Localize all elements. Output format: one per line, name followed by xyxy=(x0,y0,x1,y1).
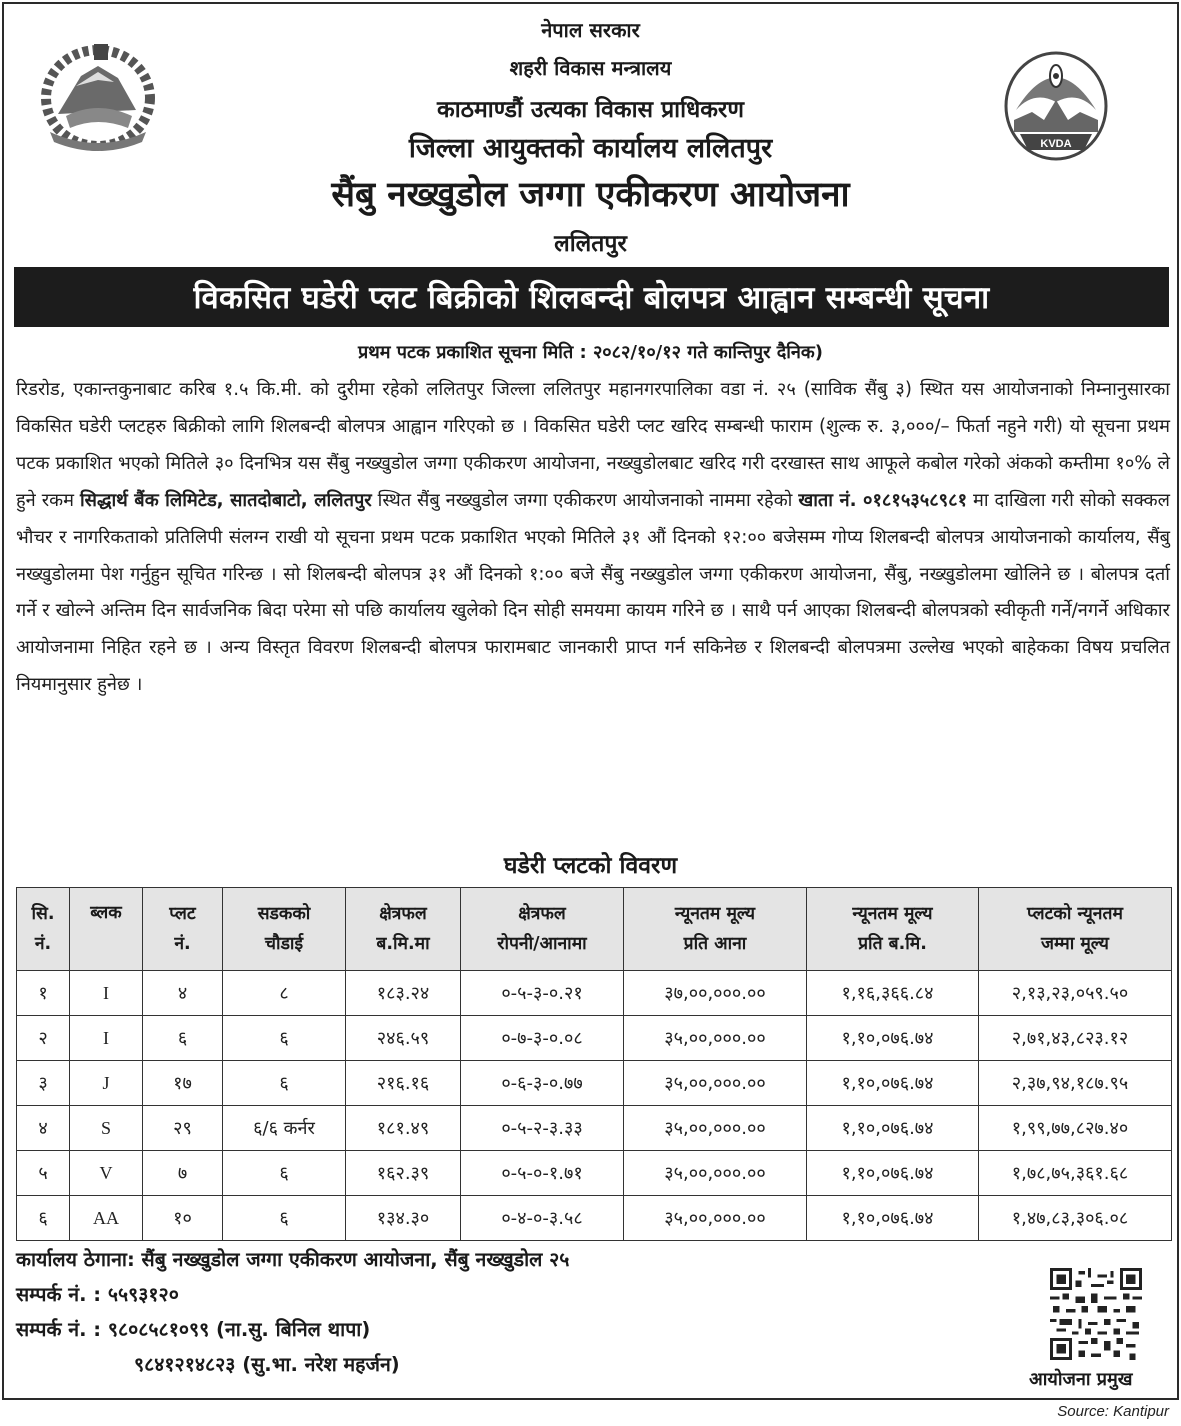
cell-price-sqm: १,१०,०७६.७४ xyxy=(807,1061,979,1106)
qr-code-icon[interactable] xyxy=(1050,1268,1142,1360)
cell-serial: ६ xyxy=(17,1196,70,1241)
cell-block: J xyxy=(70,1061,143,1106)
source-credit: Source: Kantipur xyxy=(1057,1403,1169,1420)
cell-total: २,७१,४३,८२३.१२ xyxy=(979,1016,1172,1061)
cell-price-sqm: १,१०,०७६.७४ xyxy=(807,1196,979,1241)
col-serial: सि. नं. xyxy=(17,888,70,971)
office-address: कार्यालय ठेगाना: सैंबु नख्खुडोल जग्गा एकीकरण आयोजना, सैंबु नख्खुडोल २५ xyxy=(16,1248,570,1271)
cell-area-ropani: ०-५-३-०.२१ xyxy=(461,971,624,1016)
col-area-ropani: क्षेत्रफल रोपनी/आनामा xyxy=(461,888,624,971)
cell-serial: ४ xyxy=(17,1106,70,1151)
notice-body xyxy=(16,372,1170,704)
cell-block: AA xyxy=(70,1196,143,1241)
cell-road-width: ६ xyxy=(223,1196,346,1241)
col-min-total: प्लटको न्यूनतम जम्मा मूल्य xyxy=(979,888,1172,971)
kvda-logo-text: KVDA xyxy=(1040,138,1072,150)
cell-block: V xyxy=(70,1151,143,1196)
cell-total: २,१३,२३,०५९.५० xyxy=(979,971,1172,1016)
cell-block: I xyxy=(70,1016,143,1061)
cell-area-ropani: ०-६-३-०.७७ xyxy=(461,1061,624,1106)
cell-total: १,७८,७५,३६१.६८ xyxy=(979,1151,1172,1196)
header-project: सैंबु नख्खुडोल जग्गा एकीकरण आयोजना xyxy=(331,175,850,215)
cell-road-width: ६ xyxy=(223,1016,346,1061)
cell-block: S xyxy=(70,1106,143,1151)
cell-area-ropani: ०-५-२-३.३३ xyxy=(461,1106,624,1151)
contact-phone-1: सम्पर्क नं. : ९८०८५८१०९९ (ना.सु. बिनिल थापा) xyxy=(16,1318,371,1341)
cell-area-sqm: १३४.३० xyxy=(346,1196,461,1241)
cell-price-sqm: १,१०,०७६.७४ xyxy=(807,1151,979,1196)
contact-footer xyxy=(16,1242,569,1382)
cell-area-sqm: १८१.४९ xyxy=(346,1106,461,1151)
body-part-2: स्थित सैंबु नख्खुडोल जग्गा एकीकरण आयोजनाको नाममा रहेको xyxy=(377,489,793,511)
header-office: जिल्ला आयुक्तको कार्यालय ललितपुर xyxy=(408,133,773,164)
cell-road-width: ६/६ कर्नर xyxy=(223,1106,346,1151)
table-row xyxy=(17,1196,1172,1241)
notice-title: विकसित घडेरी प्लट बिक्रीको शिलबन्दी बोलपत्र आह्वान सम्बन्धी सूचना xyxy=(193,280,990,316)
signatory-title: आयोजना प्रमुख xyxy=(1029,1369,1133,1390)
col-min-price-sqm: न्यूनतम मूल्य प्रति ब.मि. xyxy=(807,888,979,971)
cell-price-aana: ३५,००,०००.०० xyxy=(624,1196,807,1241)
cell-price-aana: ३५,००,०००.०० xyxy=(624,1061,807,1106)
cell-total: १,९९,७७,८२७.४० xyxy=(979,1106,1172,1151)
col-area-sqm: क्षेत्रफल ब.मि.मा xyxy=(346,888,461,971)
cell-total: २,३७,९४,१८७.९५ xyxy=(979,1061,1172,1106)
cell-price-sqm: १,१०,०७६.७४ xyxy=(807,1016,979,1061)
cell-area-ropani: ०-५-०-१.७१ xyxy=(461,1151,624,1196)
contact-phone-2: ९८४१२१४८२३ (सु.भा. नरेश महर्जन) xyxy=(134,1353,400,1376)
cell-area-sqm: १६२.३९ xyxy=(346,1151,461,1196)
contact-phone-office: सम्पर्क नं. : ५५९३१२० xyxy=(16,1283,179,1306)
cell-road-width: ६ xyxy=(223,1151,346,1196)
table-title: घडेरी प्लटको विवरण xyxy=(503,853,678,879)
cell-serial: २ xyxy=(17,1016,70,1061)
cell-price-aana: ३५,००,०००.०० xyxy=(624,1106,807,1151)
table-row xyxy=(17,1151,1172,1196)
cell-total: १,४७,८३,३०६.०८ xyxy=(979,1196,1172,1241)
body-part-1: रिडरोड, एकान्तकुनाबाट करिब १.५ कि.मी. को दुरीमा रहेको ललितपुर जिल्ला ललितपुर महानगरपालिका वडा नं. २५ (साविक सैंबु ३) स्थित यस आयोजनाको निम्नानुसारका विकसित घडेरी प्लटहरु बिक्रीको लागि शिलबन्दी बोलपत्र आह्वान गरिएको छ । विकसित घडेरी प्लट खरिद सम्बन्धी फाराम (शुल्क रु. ३,०००/– फिर्ता नहुने गरी) यो सूचना प्रथम पटक प्रकाशित भएको मितिले ३० दिनभित्र यस सैंबु नख्खुडोल जग्गा एकीकरण आयोजना, नख्खुडोलबाट खरिद गरी दरखास्त साथ आफूले कबोल गरेको अंकको कम्तीमा १०% ले हुने रकम xyxy=(16,379,1170,511)
cell-price-sqm: १,१६,३६६.८४ xyxy=(807,971,979,1016)
col-plot-no: प्लट नं. xyxy=(143,888,223,971)
cell-area-ropani: ०-७-३-०.०८ xyxy=(461,1016,624,1061)
body-part-3: मा दाखिला गरी सोको सक्कल भौचर र नागरिकताको प्रतिलिपी संलग्न राखी यो सूचना प्रथम पटक प्रकाशित भएको मितिले ३१ औं दिनको १२:०० बजेसम्म गोप्य शिलबन्दी बोलपत्र आयोजनाको कार्यालय, सैंबु नख्खुडोलमा पेश गर्नुहुन सूचित गरिन्छ । सो शिलबन्दी बोलपत्र ३१ औं दिनको १:०० बजे सैंबु नख्खुडोल जग्गा एकीकरण आयोजना, सैंबु, नख्खुडोलमा खोलिने छ । बोलपत्र दर्ता गर्ने र खोल्ने अन्तिम दिन सार्वजनिक बिदा परेमा सो पछि कार्यालय खुलेको दिन सोही समयमा कायम गरिने छ । साथै पर्न आएका शिलबन्दी बोलपत्रको स्वीकृती गर्ने/नगर्ने अधिकार आयोजनामा निहित रहने छ । अन्य विस्तृत विवरण शिलबन्दी बोलपत्र फारामबाट जानकारी प्राप्त गर्न सकिनेछ र शिलबन्दी बोलपत्रमा उल्लेख भएको बाहेकका विषय प्रचलित नियमानुसार हुनेछ । xyxy=(16,489,1170,696)
cell-area-sqm: २४६.५९ xyxy=(346,1016,461,1061)
cell-price-aana: ३५,००,०००.०० xyxy=(624,1151,807,1196)
table-row xyxy=(17,1106,1172,1151)
header-location: ललितपुर xyxy=(554,231,627,257)
notice-document xyxy=(2,2,1179,1400)
cell-plot-no: ४ xyxy=(143,971,223,1016)
header-government: नेपाल सरकार xyxy=(541,18,640,42)
cell-area-sqm: २१६.१६ xyxy=(346,1061,461,1106)
header-authority: काठमाण्डौं उत्यका विकास प्राधिकरण xyxy=(437,97,744,123)
cell-plot-no: १७ xyxy=(143,1061,223,1106)
cell-serial: ५ xyxy=(17,1151,70,1196)
table-row xyxy=(17,971,1172,1016)
cell-price-aana: ३५,००,०००.०० xyxy=(624,1016,807,1061)
cell-plot-no: २९ xyxy=(143,1106,223,1151)
header-ministry: शहरी विकास मन्त्रालय xyxy=(509,56,672,80)
cell-road-width: ६ xyxy=(223,1061,346,1106)
notice-title-banner xyxy=(14,267,1169,327)
col-road-width: सडकको चौडाई xyxy=(223,888,346,971)
table-row xyxy=(17,1061,1172,1106)
table-header-row xyxy=(17,888,1172,971)
cell-area-ropani: ०-४-०-३.५८ xyxy=(461,1196,624,1241)
publication-date: प्रथम पटक प्रकाशित सूचना मिति : २०८२/१०/१२ गते कान्तिपुर दैनिक) xyxy=(358,342,823,363)
cell-block: I xyxy=(70,971,143,1016)
bank-name: सिद्धार्थ बैंक लिमिटेड, सातदोबाटो, ललितपुर xyxy=(79,489,372,511)
cell-plot-no: १० xyxy=(143,1196,223,1241)
cell-serial: ३ xyxy=(17,1061,70,1106)
cell-plot-no: ७ xyxy=(143,1151,223,1196)
cell-area-sqm: १८३.२४ xyxy=(346,971,461,1016)
cell-plot-no: ६ xyxy=(143,1016,223,1061)
table-row xyxy=(17,1016,1172,1061)
cell-price-sqm: १,१०,०७६.७४ xyxy=(807,1106,979,1151)
col-min-price-aana: न्यूनतम मूल्य प्रति आना xyxy=(624,888,807,971)
col-block: ब्लक xyxy=(70,888,143,971)
cell-road-width: ८ xyxy=(223,971,346,1016)
cell-price-aana: ३७,००,०००.०० xyxy=(624,971,807,1016)
plot-details-table xyxy=(16,887,1172,1241)
account-number: खाता नं. ०१८१५३५८९८१ xyxy=(798,489,968,511)
cell-serial: १ xyxy=(17,971,70,1016)
